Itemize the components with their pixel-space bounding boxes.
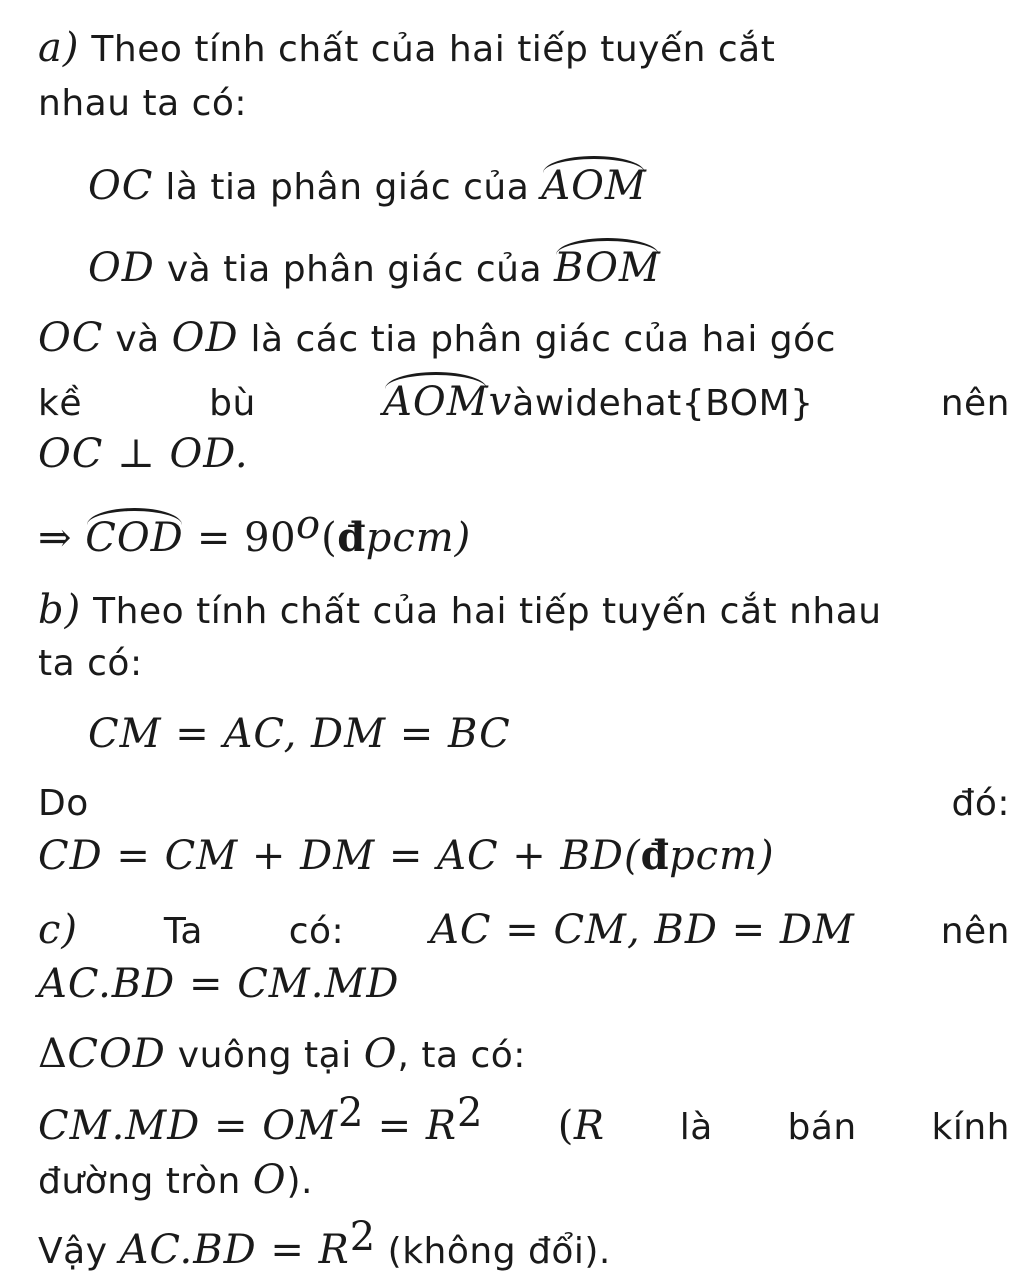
od-bisector-line [88, 242, 661, 296]
p1-oc: OC [38, 315, 104, 361]
triangle-text1: vuông tại [165, 1035, 364, 1076]
circle-text: đường tròn [38, 1161, 253, 1202]
angle-cod: COD [85, 512, 183, 564]
cd-equation: CD = CM + DM = AC + BD( [38, 833, 641, 879]
part-b-intro-line2: ta có: [38, 643, 143, 684]
part-c-label: c) [38, 907, 79, 953]
cd-d: đ [640, 832, 670, 879]
equals-90: = 90 [183, 515, 297, 561]
part-b-eq2 [38, 830, 775, 884]
part-b-intro-line1 [38, 584, 882, 638]
final-equation: AC.BD = R [119, 1227, 350, 1273]
angle-aom-2: AOM [383, 376, 489, 428]
adjacent-line [38, 376, 1010, 430]
paren-open: ( [557, 1103, 574, 1149]
cod-90-line [38, 502, 472, 566]
r-symbol: R [573, 1103, 605, 1149]
implies-arrow: ⇒ [38, 515, 86, 561]
cm-md-om: CM.MD = OM [38, 1103, 338, 1149]
part-b-eq1 [88, 708, 511, 762]
aom-bom-raw [383, 376, 814, 430]
word-nen: nên [940, 383, 1010, 424]
p2-and: và [103, 319, 172, 360]
raw-widehat-text: àwidehat{BOM} [512, 383, 814, 424]
oc-bisector-line [88, 160, 647, 214]
angle-aom: AOM [541, 160, 647, 212]
word-bu: bù [209, 383, 256, 424]
triangle-text2: , ta có: [397, 1035, 526, 1076]
dp-d: đ [337, 514, 366, 561]
sup-r: 2 [457, 1090, 483, 1136]
od-math: OD [88, 245, 155, 291]
eq-r: = R [363, 1103, 458, 1149]
do-line [38, 778, 1010, 830]
part-a-intro-text: Theo tính chất của hai tiếp tuyến cắt [91, 29, 776, 70]
word-ke: kề [38, 383, 82, 424]
radius-r-paren [558, 1100, 605, 1154]
radius-line [38, 1090, 1010, 1154]
triangle-cod: COD [67, 1031, 166, 1077]
triangle-o: O [363, 1031, 398, 1077]
raw-v: v [488, 379, 513, 425]
final-sup: 2 [349, 1214, 376, 1260]
conclusion-line [38, 1214, 611, 1278]
sup-om: 2 [338, 1090, 364, 1136]
word-do-end: đó: [951, 783, 1010, 824]
oc-math: OC [88, 163, 154, 209]
p3-od: OD [171, 315, 239, 361]
word-vay: Vậy [38, 1231, 120, 1272]
word-la: là [679, 1107, 713, 1148]
part-a-label: a) [38, 25, 80, 71]
p4-text: là các tia phân giác của hai góc [238, 319, 836, 360]
dp-rest: pcm) [365, 515, 472, 561]
radius-equation [38, 1090, 483, 1154]
dp-open: ( [321, 515, 338, 561]
bisectors-line [38, 312, 836, 366]
word-nen-c: nên [940, 911, 1010, 952]
word-ban: bán [787, 1107, 857, 1148]
degree-sup: o [296, 502, 322, 548]
part-a-intro-line2: nhau ta có: [38, 83, 248, 124]
circle-line [38, 1154, 313, 1208]
part-b-intro-text: Theo tính chất của hai tiếp tuyến cắt nhau [93, 591, 882, 632]
product-equation: AC.BD = CM.MD [38, 961, 400, 1007]
word-kinh: kính [931, 1107, 1010, 1148]
part-a-intro-line1 [38, 22, 775, 76]
word-do: Do [38, 783, 89, 824]
ac-bd-equation: AC = CM, BD = DM [430, 907, 855, 953]
perpendicular-line [38, 428, 249, 482]
triangle-symbol: Δ [38, 1031, 68, 1077]
angle-bom: BOM [554, 242, 661, 294]
oc-text: là tia phân giác của [153, 167, 542, 208]
part-c-line1 [38, 904, 1010, 958]
word-ta: Ta [163, 911, 203, 952]
part-b-label: b) [38, 587, 82, 633]
od-text: và tia phân giác của [154, 249, 554, 290]
circle-o: O [252, 1157, 287, 1203]
perp-math: OC ⊥ OD. [38, 431, 249, 477]
cd-rest: pcm) [669, 833, 775, 879]
final-text: (không đổi). [375, 1231, 611, 1272]
triangle-line [38, 1028, 526, 1082]
part-c-eq1 [38, 958, 400, 1012]
cm-dm-equation: CM = AC, DM = BC [88, 711, 511, 757]
word-co: có: [288, 911, 345, 952]
circle-end: ). [286, 1161, 314, 1202]
